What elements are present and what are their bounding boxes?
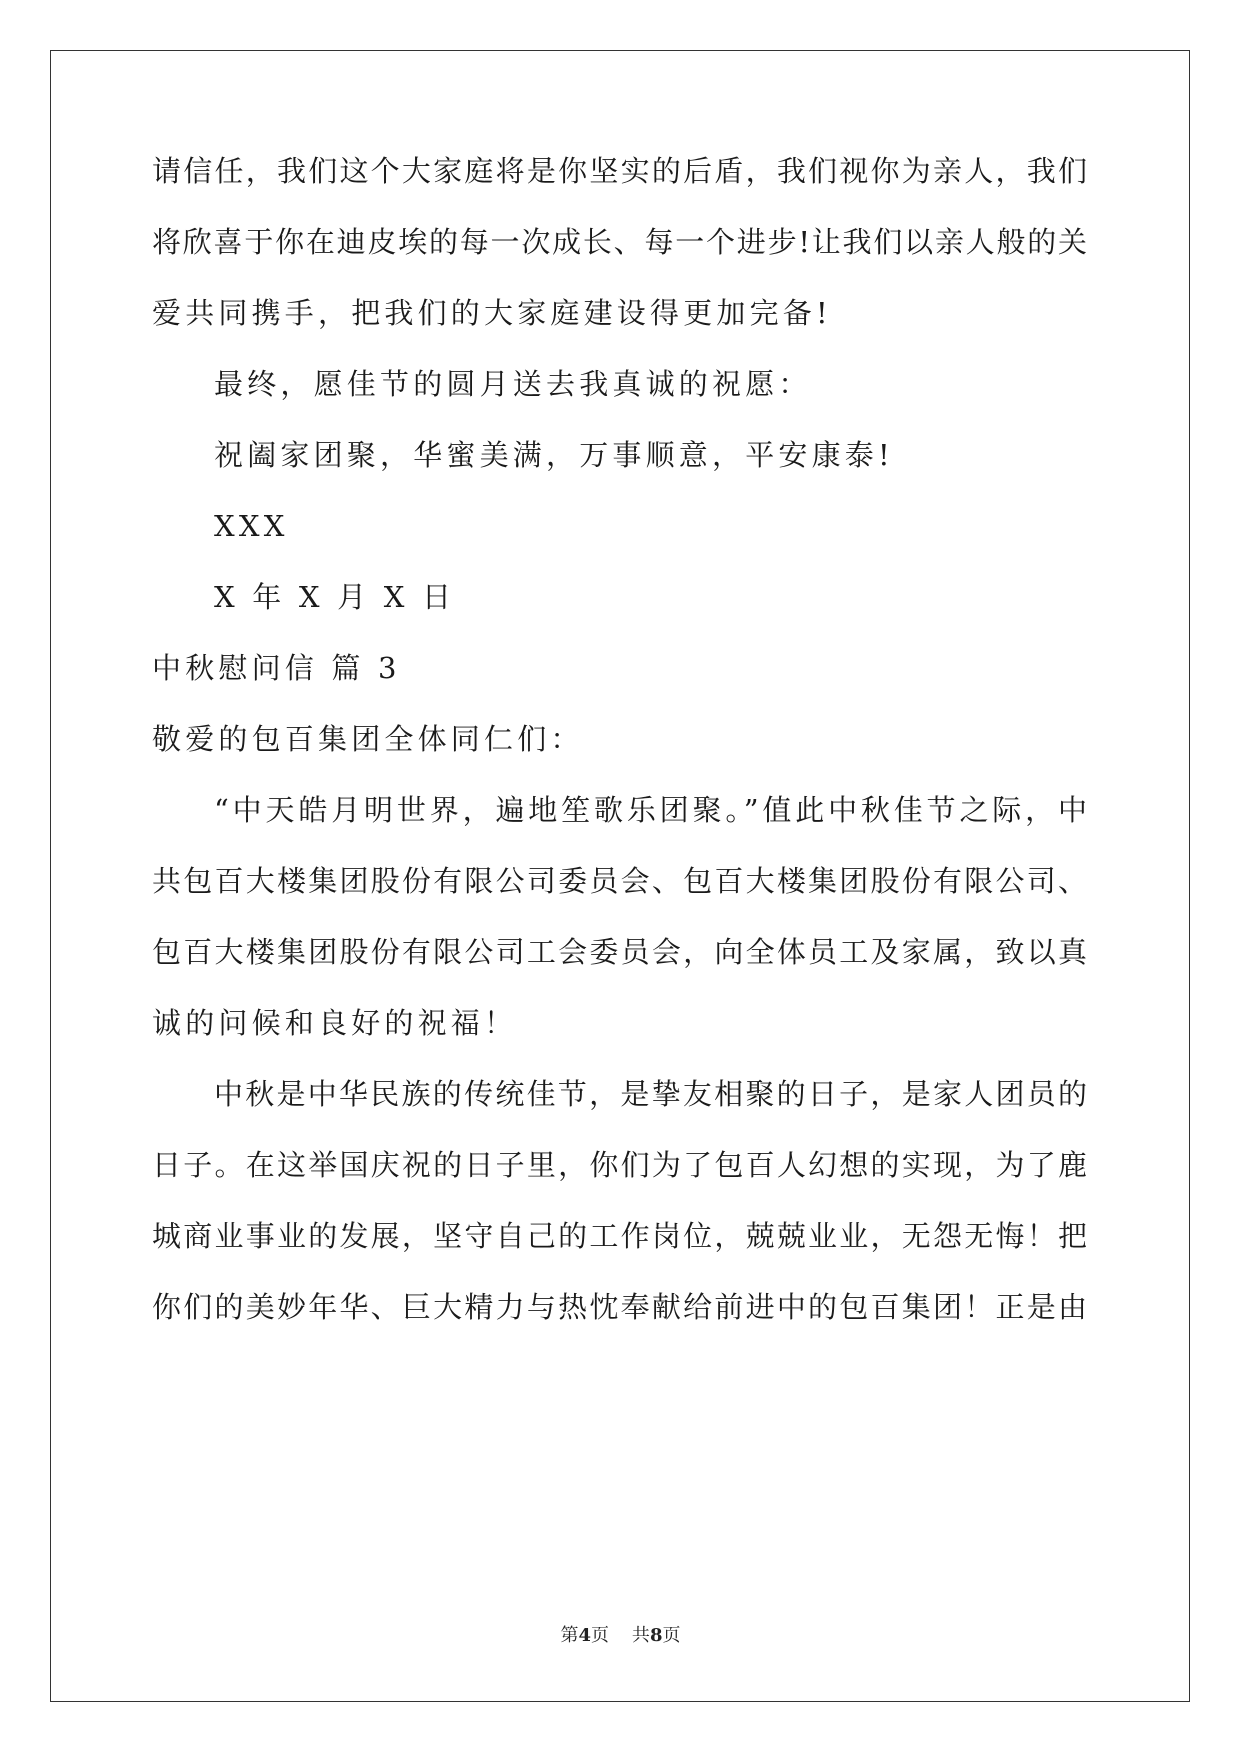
body-line-8: 你们的美妙年华、巨大精力与热忱奉献给前进中的包百集团！正是由 [152,1290,1087,1324]
body-line-2: 共包百大楼集团股份有限公司委员会、包百大楼集团股份有限公司、 [152,864,1087,898]
footer-suffix: 页 [662,1625,681,1646]
salutation: 敬爱的包百集团全体同仁们： [152,722,584,756]
current-page-number: 4 [578,1625,592,1646]
page-footer [0,1624,1241,1648]
body-line-4: 诚的问候和良好的祝福！ [152,1006,518,1040]
paragraph-line-1: 请信任，我们这个大家庭将是你坚实的后盾，我们视你为亲人，我们 [152,154,1087,188]
signature-name: XXX [214,509,289,543]
section-heading: 中秋慰问信 篇 3 [152,651,401,685]
body-line-5: 中秋是中华民族的传统佳节，是挚友相聚的日子，是家人团员的 [214,1077,1087,1111]
closing-wish-line: 最终，愿佳节的圆月送去我真诚的祝愿： [214,367,812,401]
footer-mid: 页 共 [591,1625,650,1646]
body-line-1: “中天皓月明世界，遍地笙歌乐团聚。”值此中秋佳节之际，中 [214,793,1087,827]
body-line-6: 日子。在这举国庆祝的日子里，你们为了包百人幻想的实现，为了鹿 [152,1148,1087,1182]
body-line-3: 包百大楼集团股份有限公司工会委员会，向全体员工及家属，致以真 [152,935,1087,969]
body-line-7: 城商业事业的发展，坚守自己的工作岗位，兢兢业业，无怨无悔！把 [152,1219,1087,1253]
total-pages-number: 8 [649,1625,663,1646]
signature-date: X 年 X 月 X 日 [214,580,456,614]
footer-prefix: 第 [560,1625,579,1646]
blessing-line: 祝阖家团聚，华蜜美满，万事顺意，平安康泰! [214,438,894,472]
paragraph-line-3: 爱共同携手，把我们的大家庭建设得更加完备! [152,296,832,330]
paragraph-line-2: 将欣喜于你在迪皮埃的每一次成长、每一个进步!让我们以亲人般的关 [152,225,1087,259]
